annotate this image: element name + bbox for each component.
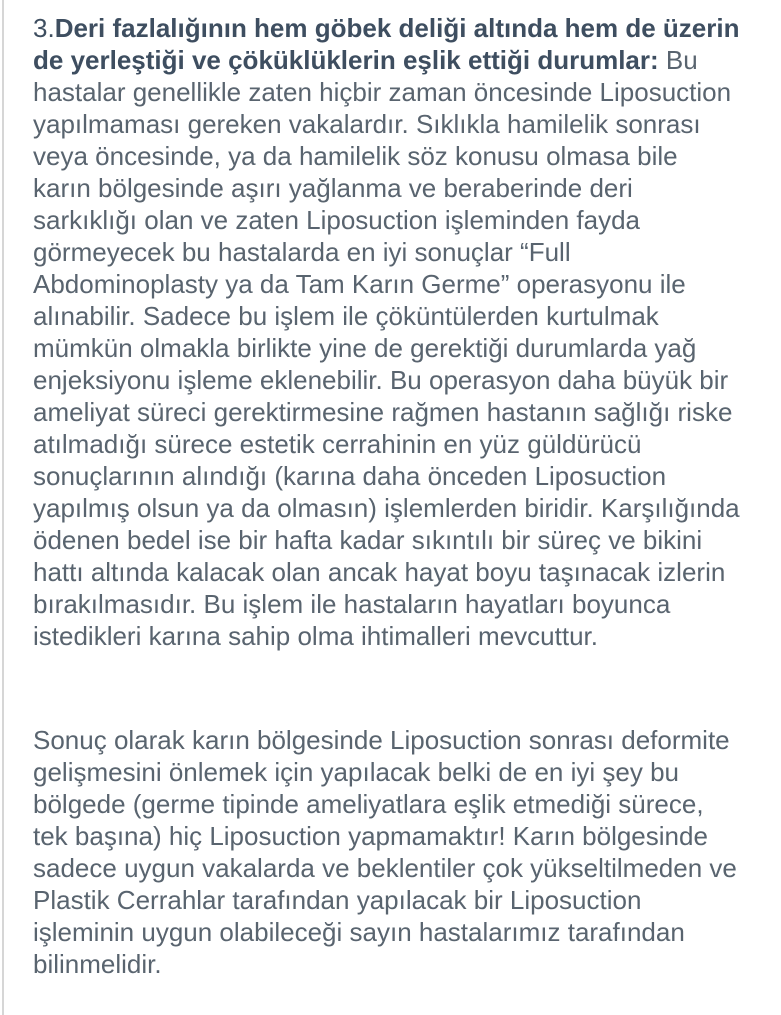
text-segment: ameliyat süreci gerektirmesine rağmen hastanın sağlığı riske [33,397,733,427]
text-segment: 3. [33,13,55,43]
text-line [33,852,769,884]
text-segment: işleminin uygun olabileceği sayın hastalarımız tarafından [33,917,685,947]
text-line [33,948,769,980]
numbered-item-3-paragraph [33,12,769,652]
text-segment: ödenen bedel ise bir hafta kadar sıkıntılı bir süreç ve bikini [33,525,703,555]
bold-text-segment: de yerleştiği ve çöküklüklerin eşlik ettiği durumlar: [33,45,659,75]
text-segment: bırakılmasıdır. Bu işlem ile hastaların hayatları boyunca [33,589,671,619]
text-line [33,588,769,620]
text-segment: bilinmelidir. [33,949,162,979]
text-segment: bölgede (germe tipinde ameliyatlara eşlik etmediği sürece, [33,789,704,819]
text-line [33,556,769,588]
text-line [33,12,769,44]
text-segment: yapılmış olsun ya da olmasın) işlemlerden biridir. Karşılığında [33,493,740,523]
text-line [33,724,769,756]
text-segment: sadece uygun vakalarda ve beklentiler çok yükseltilmeden ve [33,853,737,883]
article-body [33,12,769,980]
text-line [33,820,769,852]
conclusion-paragraph [33,724,769,980]
text-segment: veya öncesinde, ya da hamilelik söz konusu olmasa bile [33,141,678,171]
text-segment: Plastik Cerrahlar tarafından yapılacak bir Liposuction [33,885,642,915]
text-line [33,524,769,556]
text-line [33,492,769,524]
text-segment: sonuçlarının alındığı (karına daha önceden Liposuction [33,461,667,491]
text-segment: hastalar genellikle zaten hiçbir zaman öncesinde Liposuction [33,77,732,107]
text-line [33,268,769,300]
text-segment: sarkıklığı olan ve zaten Liposuction işleminden fayda [33,205,641,235]
text-line [33,236,769,268]
text-segment: gelişmesini önlemek için yapılacak belki de en iyi şey bu [33,757,679,787]
text-segment: alınabilir. Sadece bu işlem ile çöküntülerden kurtulmak [33,301,659,331]
text-line [33,300,769,332]
text-line [33,428,769,460]
text-line [33,108,769,140]
left-border-line [2,0,4,1015]
text-segment: Bu [658,45,698,75]
text-line [33,364,769,396]
text-line [33,332,769,364]
text-line [33,140,769,172]
text-segment: tek başına) hiç Liposuction yapmamaktır! Karın bölgesinde [33,821,708,851]
text-segment: atılmadığı sürece estetik cerrahinin en yüz güldürücü [33,429,642,459]
text-line [33,620,769,652]
text-segment: Sonuç olarak karın bölgesinde Liposuction sonrası deformite [33,725,730,755]
text-segment: görmeyecek bu hastalarda en iyi sonuçlar “Full [33,237,571,267]
text-line [33,460,769,492]
text-line [33,76,769,108]
text-line [33,884,769,916]
text-segment: karın bölgesinde aşırı yağlanma ve beraberinde deri [33,173,633,203]
text-segment: istedikleri karına sahip olma ihtimalleri mevcuttur. [33,621,598,651]
text-line [33,916,769,948]
text-segment: hattı altında kalacak olan ancak hayat boyu taşınacak izlerin [33,557,726,587]
text-segment: mümkün olmakla birlikte yine de gerektiği durumlarda yağ [33,333,697,363]
text-line [33,756,769,788]
text-line [33,396,769,428]
bold-text-segment: Deri fazlalığının hem göbek deliği altında hem de üzerin [54,13,740,43]
text-line [33,44,769,76]
text-segment: enjeksiyonu işleme eklenebilir. Bu operasyon daha büyük bir [33,365,729,395]
text-segment: Abdominoplasty ya da Tam Karın Germe” operasyonu ile [33,269,686,299]
text-line [33,172,769,204]
text-line [33,204,769,236]
text-segment: yapılmaması gereken vakalardır. Sıklıkla hamilelik sonrası [33,109,701,139]
text-line [33,788,769,820]
